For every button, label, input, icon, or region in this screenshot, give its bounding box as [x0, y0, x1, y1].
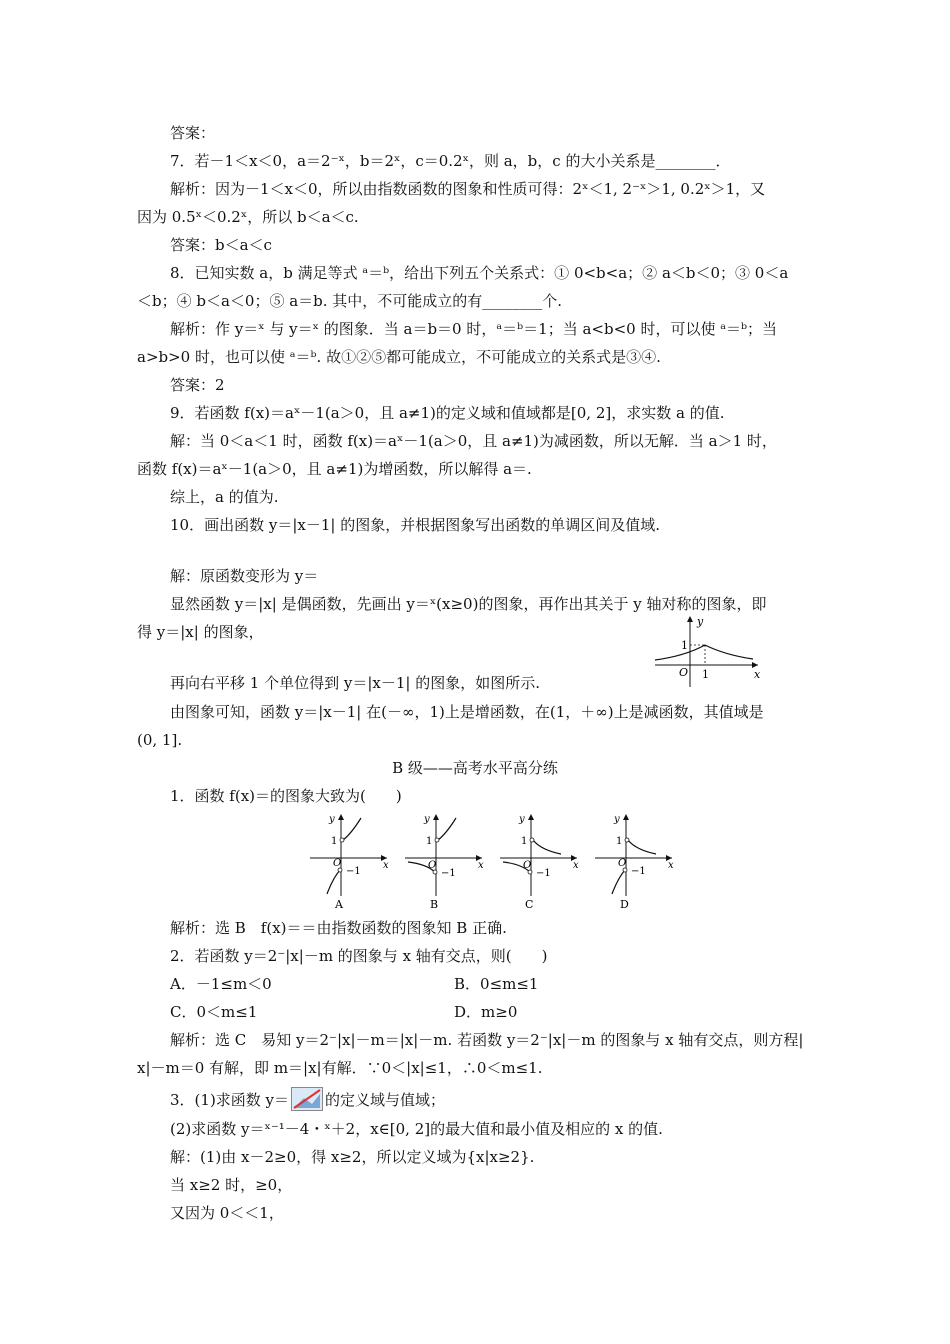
answer-7: 答案：b＜a＜c	[170, 236, 272, 254]
analysis-7-line2: 因为 0.5ˣ＜0.2ˣ，所以 b＜a＜c.	[137, 208, 359, 226]
b1-d-origin-label: O	[618, 858, 627, 869]
broken-image-icon	[291, 1087, 323, 1111]
solution-9-line1: 解：当 0＜a＜1 时，函数 f(x)＝aˣ－1(a＞0，且 a≠1)为减函数，所以无解．当 a＞1 时，	[170, 432, 777, 450]
b3-part1-prefix: 3．(1)求函数 y＝	[170, 1091, 290, 1109]
b-question-1: 1．函数 f(x)＝的图象大致为( )	[170, 787, 402, 805]
solution-10-line1: 解：原函数变形为 y＝	[170, 567, 319, 585]
b-solution-3-line2: 当 x≥2 时，≥0，	[170, 1176, 293, 1194]
answer-8: 答案：2	[170, 376, 225, 394]
b1-graph-d	[595, 814, 674, 910]
b1-graph-b	[405, 814, 484, 910]
b1-b-caption: B	[430, 898, 439, 910]
b1-b-upper-curve	[438, 818, 456, 840]
b-question-3-part1	[170, 1087, 445, 1111]
q10-one-y-label: 1	[681, 639, 688, 652]
b-solution-3-line3: 又因为 0＜＜1，	[170, 1204, 284, 1222]
b1-d-neg-one-label: −1	[631, 866, 646, 877]
q10-origin-label: O	[679, 666, 689, 679]
b1-a-upper-curve	[343, 818, 361, 840]
b1-b-origin-label: O	[428, 860, 437, 871]
solution-10-line6: (0, 1].	[137, 731, 183, 749]
solution-10-line5: 由图象可知，函数 y＝|x－1| 在(－∞，1)上是增函数，在(1，＋∞)上是减函数，其值域是	[170, 703, 764, 721]
q10-y-label: y	[697, 615, 704, 628]
b2-option-a: A．－1≤m＜0	[170, 975, 272, 993]
b1-a-lower-curve	[327, 870, 340, 894]
question-10: 10．画出函数 y＝|x－1| 的图象，并根据图象写出函数的单调区间及值域.	[170, 516, 660, 534]
analysis-7-line1: 解析：因为－1＜x＜0，所以由指数函数的图象和性质可得：2ˣ＜1, 2⁻ˣ＞1, 0.2ˣ＞1，又	[170, 180, 766, 198]
b1-graph-c	[500, 814, 579, 910]
b1-graph-a	[310, 814, 389, 910]
b1-a-one-label: 1	[331, 836, 338, 847]
b2-option-d: D．m≥0	[454, 1003, 518, 1021]
solution-9-line3: 综上，a 的值为.	[170, 488, 279, 506]
b1-a-y-label: y	[329, 814, 335, 825]
b1-c-upper-curve	[533, 840, 561, 854]
answer-6-label: 答案：	[170, 124, 216, 142]
q10-y-arrow	[687, 616, 693, 622]
b1-a-origin-label: O	[333, 858, 342, 869]
b-question-2: 2．若函数 y＝2⁻|x|－m 的图象与 x 轴有交点，则( )	[170, 947, 548, 965]
b1-option-graphs	[305, 810, 685, 910]
b1-b-x-label: x	[478, 860, 484, 871]
question-8-line1: 8．已知实数 a，b 满足等式 ᵃ＝ᵇ，给出下列五个关系式：① 0<b<a；② a＜b＜0；③ 0＜a	[170, 264, 789, 282]
b1-d-caption: D	[620, 898, 629, 910]
q10-x-label: x	[754, 668, 761, 681]
question-9: 9．若函数 f(x)＝aˣ－1(a＞0，且 a≠1)的定义域和值域都是[0, 2]，求实数 a 的值.	[170, 404, 725, 422]
solution-10-line3: 得 y＝|x| 的图象，	[137, 623, 264, 641]
b-solution-3-line1: 解：(1)由 x－2≥0，得 x≥2，所以定义域为{x|x≥2}.	[170, 1148, 535, 1166]
b1-a-x-label: x	[383, 860, 389, 871]
q10-one-x-label: 1	[702, 668, 709, 681]
b1-d-lower-curve	[612, 870, 625, 894]
b1-c-one-label: 1	[521, 836, 528, 847]
analysis-8-line1: 解析：作 y＝ˣ 与 y＝ˣ 的图象．当 a＝b＝0 时，ᵃ＝ᵇ＝1；当 a<b<0 时，可以使 ᵃ＝ᵇ；当	[170, 320, 778, 338]
b1-c-y-label: y	[519, 814, 525, 825]
solution-10-line2: 显然函数 y＝|x| 是偶函数，先画出 y＝ˣ(x≥0)的图象，再作出其关于 y 轴对称的图象，即	[170, 595, 767, 613]
b-analysis-1: 解析：选 B f(x)＝＝由指数函数的图象知 B 正确.	[170, 919, 507, 937]
b-analysis-2-line2: x|－m＝0 有解，即 m＝|x|有解．∵0＜|x|≤1，∴0＜m≤1.	[137, 1059, 543, 1077]
b1-a-neg-one-label: −1	[346, 866, 361, 877]
b1-d-upper-curve	[628, 840, 656, 854]
b1-d-y-label: y	[614, 814, 620, 825]
b2-option-c: C．0＜m≤1	[170, 1003, 258, 1021]
solution-9-line2: 函数 f(x)＝aˣ－1(a＞0，且 a≠1)为增函数，所以解得 a＝.	[137, 460, 532, 478]
b1-b-one-label: 1	[426, 836, 433, 847]
b-question-3-part2: (2)求函数 y＝ˣ⁻¹－4・ˣ＋2，x∈[0, 2]的最大值和最小值及相应的 x 的值.	[170, 1120, 663, 1138]
q10-graph	[650, 612, 765, 690]
b2-option-b: B．0≤m≤1	[454, 975, 539, 993]
b1-c-caption: C	[525, 898, 534, 910]
q10-curve	[655, 645, 753, 660]
b3-part1-suffix: 的定义域与值域；	[325, 1091, 446, 1109]
question-7: 7．若－1＜x＜0，a＝2⁻ˣ，b＝2ˣ，c＝0.2ˣ，则 a，b，c 的大小关系是________．	[170, 152, 731, 170]
b-analysis-2-line1: 解析：选 C 易知 y＝2⁻|x|－m＝|x|－m. 若函数 y＝2⁻|x|－m 的图象与 x 轴有交点，则方程|	[170, 1031, 804, 1049]
b1-d-x-label: x	[668, 860, 674, 871]
solution-10-line4: 再向右平移 1 个单位得到 y＝|x－1| 的图象，如图所示.	[170, 674, 540, 692]
b1-c-origin-label: O	[523, 860, 532, 871]
b1-c-neg-one-label: −1	[536, 868, 551, 879]
question-8-line2: ＜b；④ b＜a＜0；⑤ a＝b. 其中，不可能成立的有________个.	[137, 292, 563, 310]
analysis-8-line2: a>b>0 时，也可以使 ᵃ＝ᵇ. 故①②⑤都可能成立，不可能成立的关系式是③④.	[137, 348, 661, 366]
b1-a-caption: A	[335, 898, 343, 910]
b1-c-x-label: x	[573, 860, 579, 871]
b1-d-one-label: 1	[616, 836, 623, 847]
b1-b-y-label: y	[424, 814, 430, 825]
b1-b-neg-one-label: −1	[441, 868, 456, 879]
section-heading-b: B 级——高考水平高分练	[392, 759, 558, 777]
